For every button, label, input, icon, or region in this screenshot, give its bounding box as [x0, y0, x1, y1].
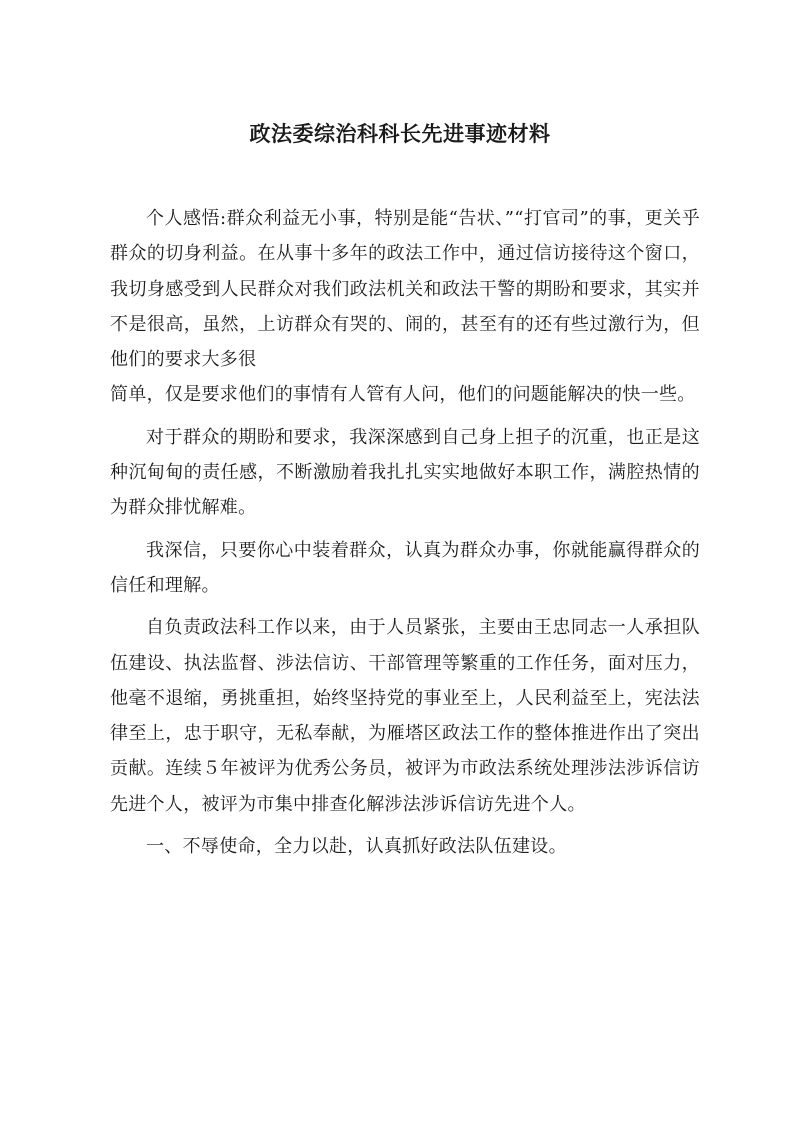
- section-heading-one: 一、不辱使命，全力以赴，认真抓好政法队伍建设。: [146, 836, 567, 858]
- document-title: 政法委综治科科长先进事迹材料: [249, 121, 551, 146]
- paragraph-continuation: 简单，仅是要求他们的事情有人管有人问，他们的问题能解决的快一些。: [110, 384, 696, 406]
- paragraph-achievements: 自负责政法科工作以来，由于人员紧张，主要由王忠同志一人承担队伍建设、执法监督、涉法信访、干部管理等繁重的工作任务，面对压力，他毫不退缩，勇挑重担，始终坚持党的事业至上，人民利益至上，宪法法律至上，忠于职守，无私奉献，为雁塔区政法工作的整体推进作出了突出贡献。连续５年被评为优秀公务员，被评为市政法系统处理涉法涉诉信访先进个人，被评为市集中排查化解涉法涉诉信访先进个人。: [110, 617, 700, 815]
- paragraph-personal-insight: 个人感悟:群众利益无小事，特别是能“告状、”“打官司”的事，更关乎群众的切身利益。在从事十多年的政法工作中，通过信访接待这个窗口，我切身感受到人民群众对我们政法机关和政法干警的期盼和要求，其实并不是很高，虽然，上访群众有哭的、闹的，甚至有的还有些过激行为，但他们的要求大多很: [110, 208, 700, 371]
- paragraph-expectations: 对于群众的期盼和要求，我深深感到自己身上担子的沉重，也正是这种沉甸甸的责任感，不断激励着我扎扎实实地做好本职工作，满腔热情的为群众排忧解难。: [110, 426, 700, 519]
- document-body: [110, 201, 700, 864]
- paragraph-belief: 我深信，只要你心中装着群众，认真为群众办事，你就能赢得群众的信任和理解。: [110, 539, 700, 596]
